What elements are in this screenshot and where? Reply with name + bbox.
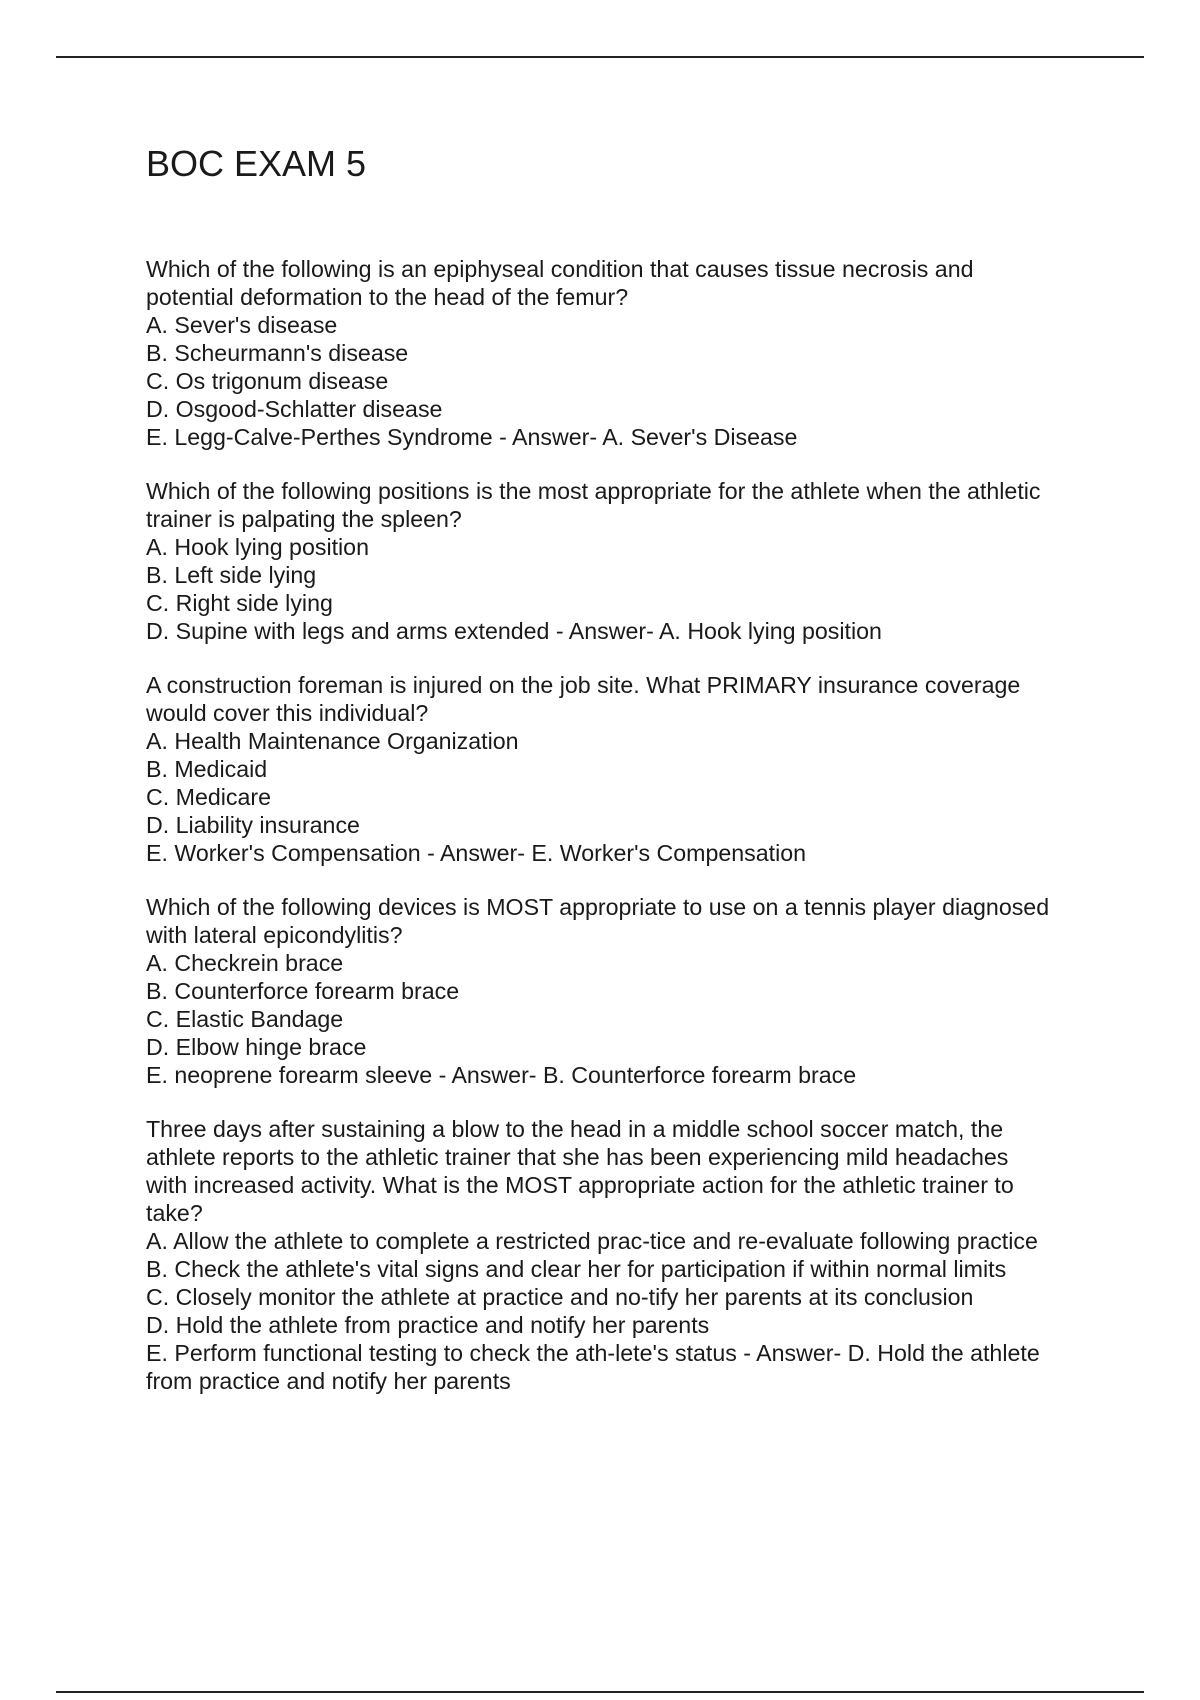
question-stem-line: athlete reports to the athletic trainer that she has been experiencing mild headaches (146, 1144, 1009, 1170)
answer-option: B. Scheurmann's disease (146, 340, 409, 366)
question-stem-line: with lateral epicondylitis? (146, 922, 403, 948)
answer-option: D. Elbow hinge brace (146, 1034, 367, 1060)
answer-option: D. Osgood-Schlatter disease (146, 396, 443, 422)
question-stem-line: trainer is palpating the spleen? (146, 506, 462, 532)
answer-option: from practice and notify her parents (146, 1368, 511, 1394)
question-stem (146, 477, 1106, 533)
question-stem (146, 255, 1106, 311)
answer-option: D. Supine with legs and arms extended - Answer- A. Hook lying position (146, 618, 882, 644)
answer-option: A. Allow the athlete to complete a restricted prac-tice and re-evaluate following practice (146, 1228, 1038, 1254)
document-title: BOC EXAM 5 (146, 143, 367, 184)
question-stem-line: take? (146, 1200, 203, 1226)
question-stem-line: A construction foreman is injured on the job site. What PRIMARY insurance coverage (146, 672, 1021, 698)
question-stem-line: potential deformation to the head of the femur? (146, 284, 629, 310)
question-list (146, 255, 1106, 1421)
question-stem (146, 1115, 1106, 1227)
question-stem-line: Which of the following is an epiphyseal condition that causes tissue necrosis and (146, 256, 974, 282)
answer-option: E. neoprene forearm sleeve - Answer- B. Counterforce forearm brace (146, 1062, 857, 1088)
answer-option: D. Liability insurance (146, 812, 360, 838)
question-block (146, 255, 1106, 451)
answer-option: B. Medicaid (146, 756, 268, 782)
question-stem (146, 671, 1106, 727)
answer-option: C. Closely monitor the athlete at practice and no-tify her parents at its conclusion (146, 1284, 974, 1310)
answer-option: A. Sever's disease (146, 312, 338, 338)
question-block (146, 1115, 1106, 1395)
answer-option: E. Perform functional testing to check the ath-lete's status - Answer- D. Hold the athlete (146, 1340, 1040, 1366)
answer-option: A. Checkrein brace (146, 950, 344, 976)
answer-option: B. Left side lying (146, 562, 317, 588)
question-stem-line: would cover this individual? (146, 700, 429, 726)
question-stem-line: Which of the following devices is MOST appropriate to use on a tennis player diagnosed (146, 894, 1050, 920)
answer-option: B. Counterforce forearm brace (146, 978, 460, 1004)
header-divider (56, 56, 1144, 58)
answer-option: E. Worker's Compensation - Answer- E. Worker's Compensation (146, 840, 807, 866)
question-block (146, 671, 1106, 867)
answer-option: A. Health Maintenance Organization (146, 728, 519, 754)
answer-option: B. Check the athlete's vital signs and clear her for participation if within normal limits (146, 1256, 1007, 1282)
question-stem-line: Which of the following positions is the most appropriate for the athlete when the athletic (146, 478, 1041, 504)
question-block (146, 477, 1106, 645)
answer-option: C. Right side lying (146, 590, 333, 616)
answer-option: C. Os trigonum disease (146, 368, 389, 394)
answer-option: C. Elastic Bandage (146, 1006, 344, 1032)
answer-option: E. Legg-Calve-Perthes Syndrome - Answer- A. Sever's Disease (146, 424, 798, 450)
footer-divider (56, 1691, 1144, 1693)
answer-option: C. Medicare (146, 784, 271, 810)
answer-option: D. Hold the athlete from practice and notify her parents (146, 1312, 710, 1338)
question-stem-line: Three days after sustaining a blow to the head in a middle school soccer match, the (146, 1116, 1004, 1142)
question-block (146, 893, 1106, 1089)
answer-option: A. Hook lying position (146, 534, 369, 560)
question-stem-line: with increased activity. What is the MOST appropriate action for the athletic trainer to (146, 1172, 1014, 1198)
question-stem (146, 893, 1106, 949)
